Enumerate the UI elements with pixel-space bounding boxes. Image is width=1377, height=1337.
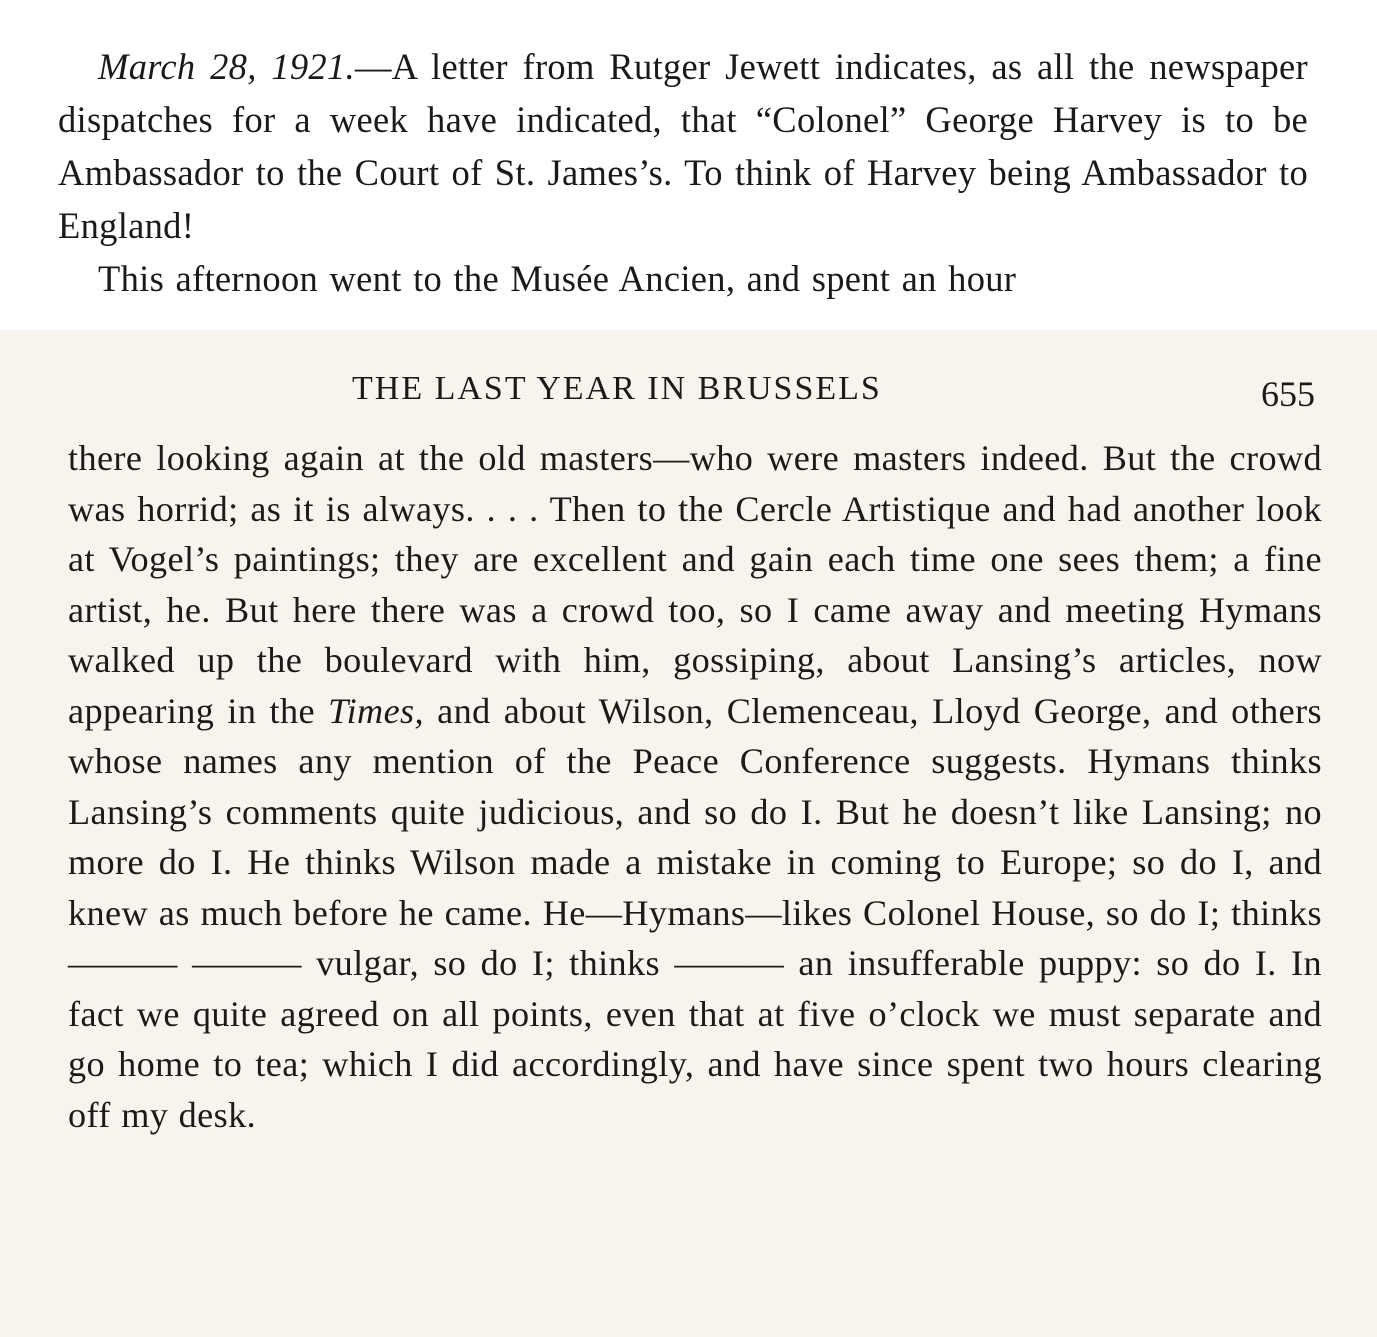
diary-entry-paragraph (58, 40, 1308, 252)
diary-entry-text (58, 40, 1308, 305)
body-text-part-1: there looking again at the old masters—who were masters indeed. But the crowd was horrid; as it is always. . . . Then to the Cercle Artistique and had another look at Vogel’s paintings; they are excellent and gain each time one sees them; a fine artist, he. But here there was a crowd too, so I came away and meeting Hymans walked up the boulevard with him, gossiping, about Lansing’s articles, now appearing in the (68, 438, 1322, 731)
running-head (0, 370, 1377, 420)
newspaper-title: Times, (328, 690, 424, 731)
chapter-title: THE LAST YEAR IN BRUSSELS (352, 370, 882, 407)
entry-date: March 28, 1921. (98, 46, 355, 87)
body-paragraph (68, 433, 1322, 1140)
afternoon-paragraph: This afternoon went to the Musée Ancien, and spent an hour (98, 258, 1017, 299)
page-body-text (68, 433, 1322, 1140)
book-page (0, 330, 1377, 1337)
previous-page-fragment (0, 0, 1377, 330)
entry-text: —A letter from Rutger Jewett indicates, as all the newspaper dispatches for a week have indicated, that “Colonel” George Harvey is to be Ambassador to the Court of St. James’s. To think of Harvey being Ambassador to England! (58, 46, 1308, 246)
body-text-part-2: and about Wilson, Clemenceau, Lloyd George, and others whose names any mention of the Peace Conference suggests. Hymans thinks Lansing’s comments quite judicious, and so do I. But he doesn’t like Lansing; no more do I. He thinks Wilson made a mistake in coming to Europe; so do I, and knew as much before he came. He—Hymans—likes Colonel House, so do I; thinks ——— ——— vulgar, so do I; thinks ——— an insufferable puppy: so do I. In fact we quite agreed on all points, even that at five o’clock we must separate and go home to tea; which I did accordingly, and have since spent two hours clearing off my desk. (68, 690, 1322, 1135)
page-number: 655 (1261, 374, 1315, 414)
